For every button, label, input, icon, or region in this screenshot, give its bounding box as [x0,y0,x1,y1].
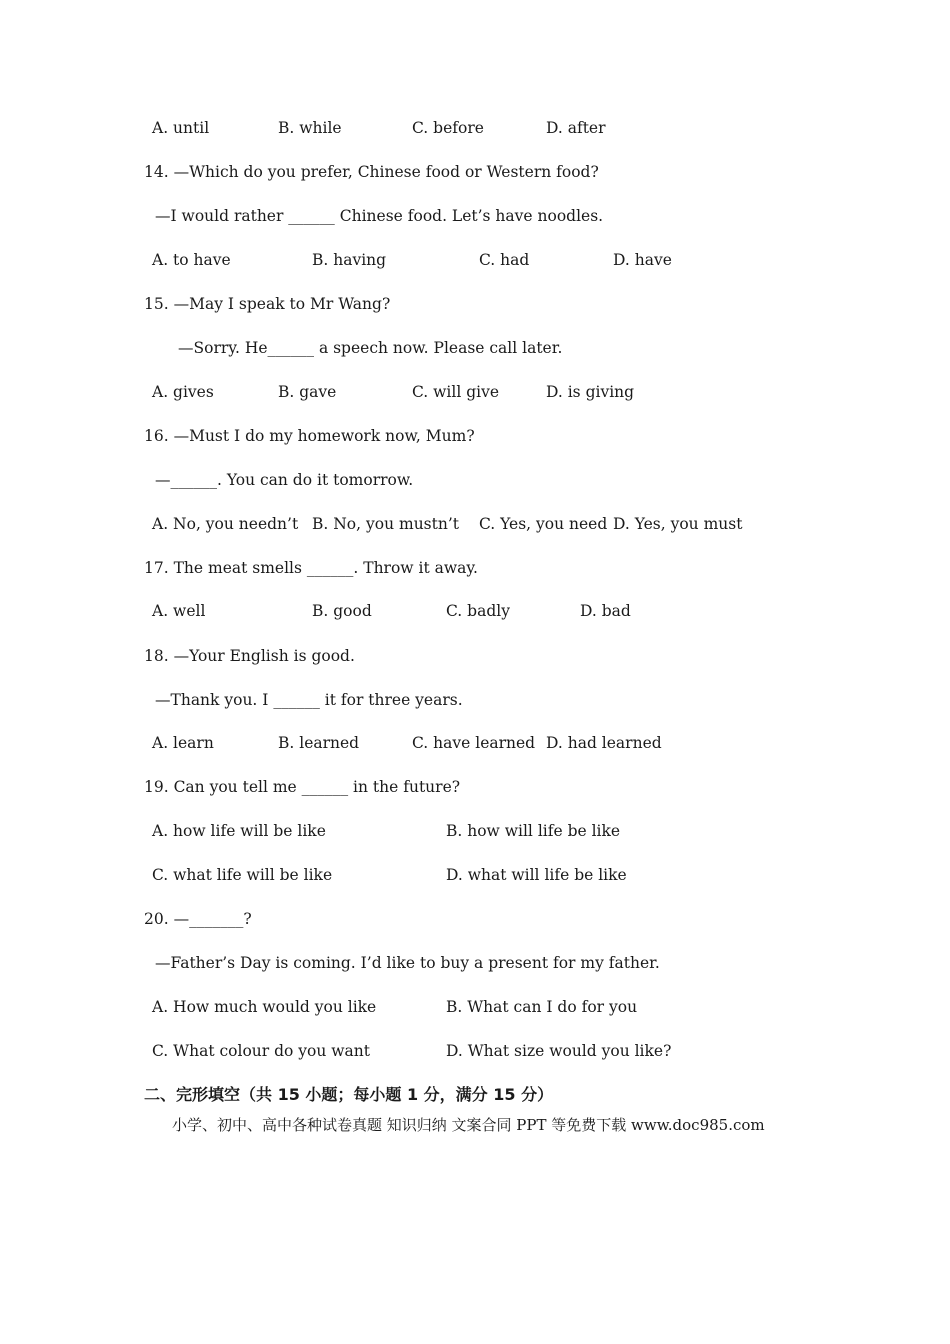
section-heading: 二、完形填空（共 15 小题；每小题 1 分，满分 15 分） [144,1085,554,1104]
q14-reply: —I would rather ______ Chinese food. Let’s have noodles. [155,207,604,225]
q15-stem: 15. —May I speak to Mr Wang? [144,295,391,313]
q17-option-a: A. well [152,602,206,620]
q16-option-c: C. Yes, you need [479,515,608,533]
q18-option-d: D. had learned [546,734,662,752]
q15-option-a: A. gives [152,383,214,401]
q16-option-d: D. Yes, you must [613,515,743,533]
q14-option-d: D. have [613,251,672,269]
q18-stem: 18. —Your English is good. [144,647,355,665]
q19-option-d: D. what will life be like [446,866,627,884]
q18-option-a: A. learn [152,734,214,752]
q18-reply: —Thank you. I ______ it for three years. [155,691,463,709]
q15-reply: —Sorry. He______ a speech now. Please call later. [178,339,563,357]
q13-option-c: C. before [412,119,484,137]
q14-option-b: B. having [312,251,387,269]
q17-option-c: C. badly [446,602,510,620]
q19-stem: 19. Can you tell me ______ in the future? [144,778,461,796]
q13-option-a: A. until [152,119,210,137]
q15-option-d: D. is giving [546,383,635,401]
q14-option-c: C. had [479,251,530,269]
q15-option-c: C. will give [412,383,500,401]
q14-stem: 14. —Which do you prefer, Chinese food or Western food? [144,163,599,181]
q18-option-c: C. have learned [412,734,536,752]
q20-option-d: D. What size would you like? [446,1042,672,1060]
q19-option-a: A. how life will be like [152,822,326,840]
q19-option-b: B. how will life be like [446,822,621,840]
footer-text: 小学、初中、高中各种试卷真题 知识归纳 文案合同 PPT 等免费下载 www.doc985.com [172,1116,765,1134]
q16-option-a: A. No, you needn’t [152,515,299,533]
q16-option-b: B. No, you mustn’t [312,515,459,533]
q13-option-b: B. while [278,119,342,137]
q16-stem: 16. —Must I do my homework now, Mum? [144,427,475,445]
q13-option-d: D. after [546,119,606,137]
q20-option-b: B. What can I do for you [446,998,638,1016]
q20-reply: —Father’s Day is coming. I’d like to buy a present for my father. [155,954,660,972]
q17-option-b: B. good [312,602,372,620]
q20-stem: 20. —_______? [144,910,252,928]
q19-option-c: C. what life will be like [152,866,333,884]
q17-stem: 17. The meat smells ______. Throw it away. [144,559,478,577]
q18-option-b: B. learned [278,734,360,752]
q15-option-b: B. gave [278,383,337,401]
q16-reply: —______. You can do it tomorrow. [155,471,414,489]
q20-option-c: C. What colour do you want [152,1042,370,1060]
q20-option-a: A. How much would you like [152,998,377,1016]
q14-option-a: A. to have [152,251,231,269]
q17-option-d: D. bad [580,602,631,620]
